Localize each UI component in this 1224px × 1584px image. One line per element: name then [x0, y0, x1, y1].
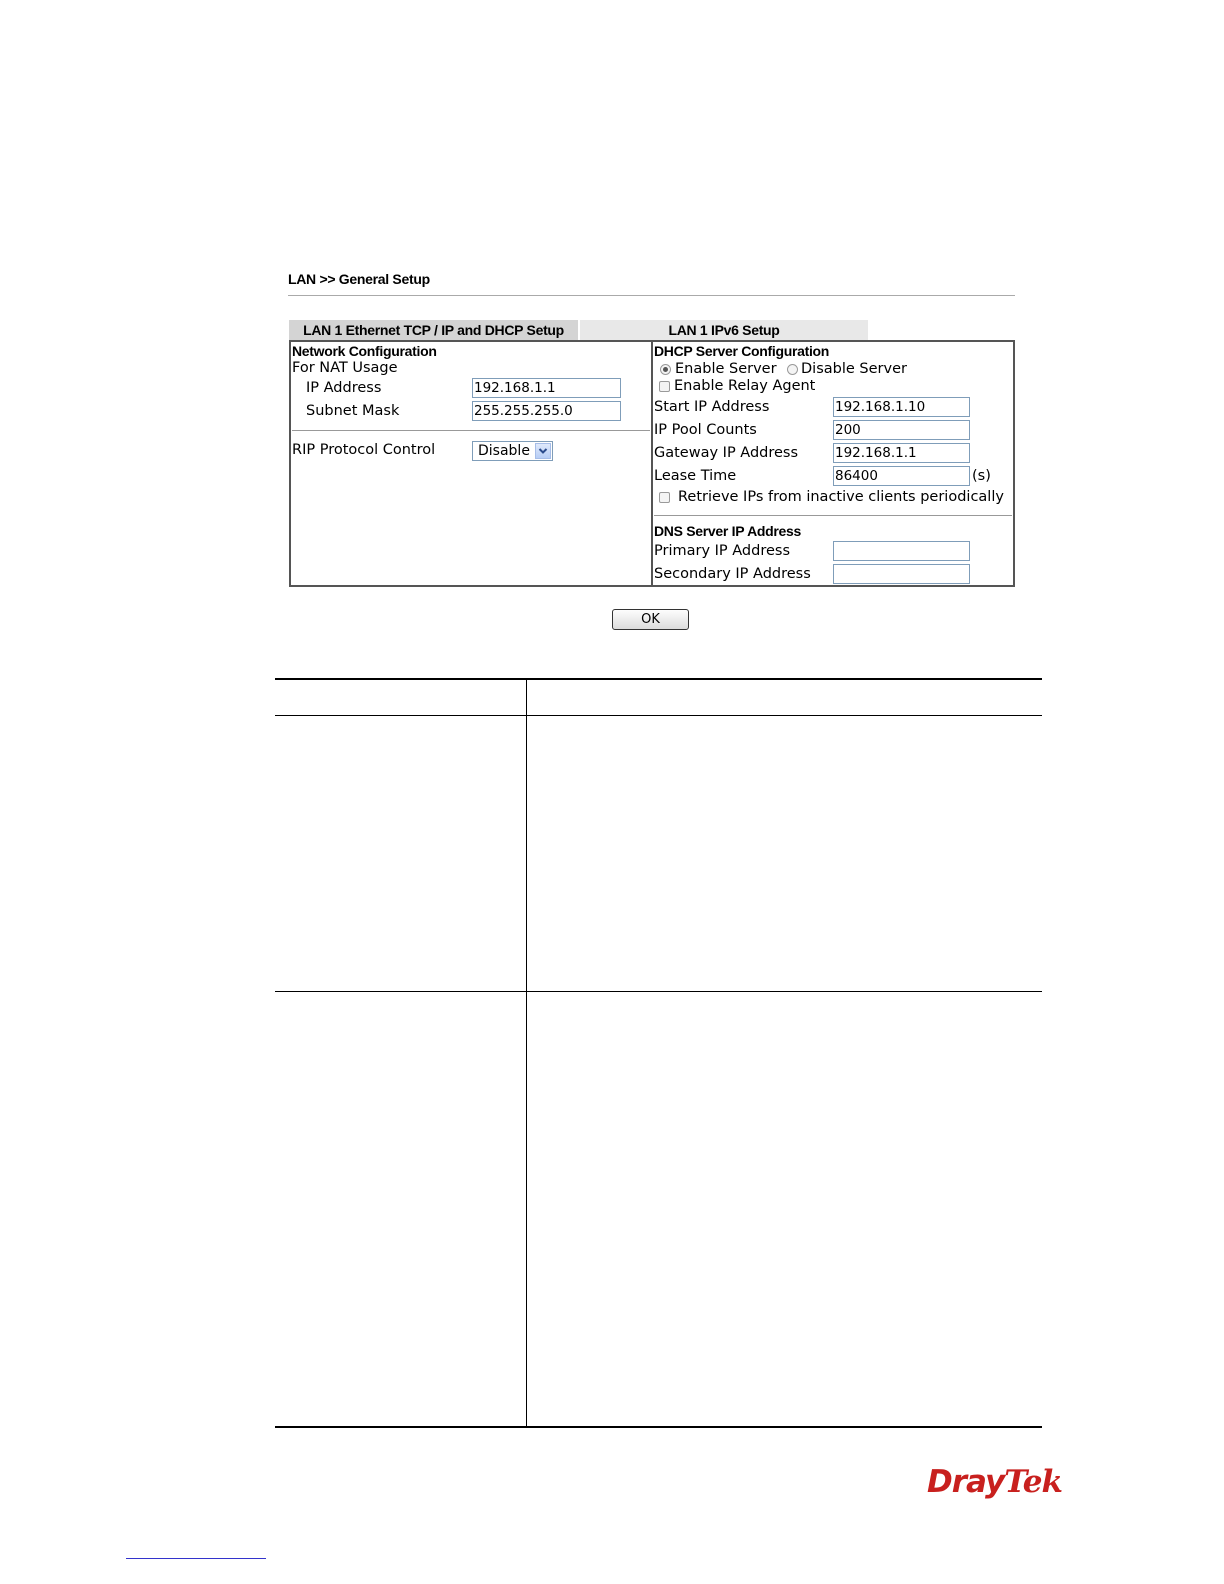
ip-pool-counts-input[interactable]: 200: [833, 420, 970, 440]
primary-dns-input[interactable]: [833, 541, 970, 561]
table-bottom-border: [275, 1426, 1042, 1428]
dhcp-divider: [654, 515, 1012, 516]
retrieve-ips-checkbox[interactable]: [659, 492, 670, 503]
chevron-down-icon[interactable]: [535, 443, 551, 459]
rip-protocol-select[interactable]: [472, 441, 553, 461]
footer-link-underline: [126, 1558, 266, 1559]
start-ip-input[interactable]: 192.168.1.10: [833, 397, 970, 417]
secondary-dns-label: Secondary IP Address: [654, 566, 811, 582]
rip-protocol-label: RIP Protocol Control: [292, 442, 436, 458]
logo-dray: Dray: [927, 1464, 1005, 1500]
ip-pool-counts-label: IP Pool Counts: [654, 422, 757, 438]
enable-server-radio[interactable]: [660, 364, 671, 375]
lease-time-label: Lease Time: [654, 468, 737, 484]
gateway-ip-input[interactable]: 192.168.1.1: [833, 443, 970, 463]
network-config-heading: Network Configuration: [292, 343, 437, 359]
rip-protocol-value: Disable: [478, 443, 530, 459]
primary-dns-label: Primary IP Address: [654, 543, 791, 559]
subnet-mask-input[interactable]: 255.255.255.0: [472, 401, 621, 421]
breadcrumb-divider: [288, 295, 1015, 296]
start-ip-label: Start IP Address: [654, 399, 770, 415]
table-top-border: [275, 678, 1042, 680]
dns-server-heading: DNS Server IP Address: [654, 523, 801, 539]
table-column-divider: [526, 679, 527, 1427]
lease-time-unit: (s): [972, 468, 991, 484]
lease-time-input[interactable]: 86400: [833, 466, 970, 486]
breadcrumb: LAN >> General Setup: [288, 271, 430, 287]
enable-relay-checkbox[interactable]: [659, 381, 670, 392]
draytek-logo: [927, 1464, 1062, 1500]
subnet-mask-label: Subnet Mask: [306, 403, 400, 419]
dhcp-config-heading: DHCP Server Configuration: [654, 343, 830, 359]
enable-server-label: Enable Server: [675, 361, 777, 377]
retrieve-ips-label: Retrieve IPs from inactive clients periodically: [678, 489, 1004, 505]
table-row-divider: [275, 991, 1042, 992]
disable-server-label: Disable Server: [801, 361, 907, 377]
secondary-dns-input[interactable]: [833, 564, 970, 584]
gateway-ip-label: Gateway IP Address: [654, 445, 799, 461]
table-header-border: [275, 715, 1042, 716]
tab-lan1-ipv6[interactable]: LAN 1 IPv6 Setup: [580, 320, 868, 340]
enable-relay-label: Enable Relay Agent: [674, 378, 816, 394]
ok-button[interactable]: OK: [612, 609, 689, 630]
network-divider: [292, 430, 650, 431]
ip-address-label: IP Address: [306, 380, 382, 396]
disable-server-radio[interactable]: [787, 364, 798, 375]
nat-usage-label: For NAT Usage: [292, 360, 398, 376]
tab-lan1-ethernet-dhcp[interactable]: LAN 1 Ethernet TCP / IP and DHCP Setup: [289, 320, 578, 340]
ip-address-input[interactable]: 192.168.1.1: [472, 378, 621, 398]
logo-tek: Tek: [1004, 1464, 1062, 1500]
